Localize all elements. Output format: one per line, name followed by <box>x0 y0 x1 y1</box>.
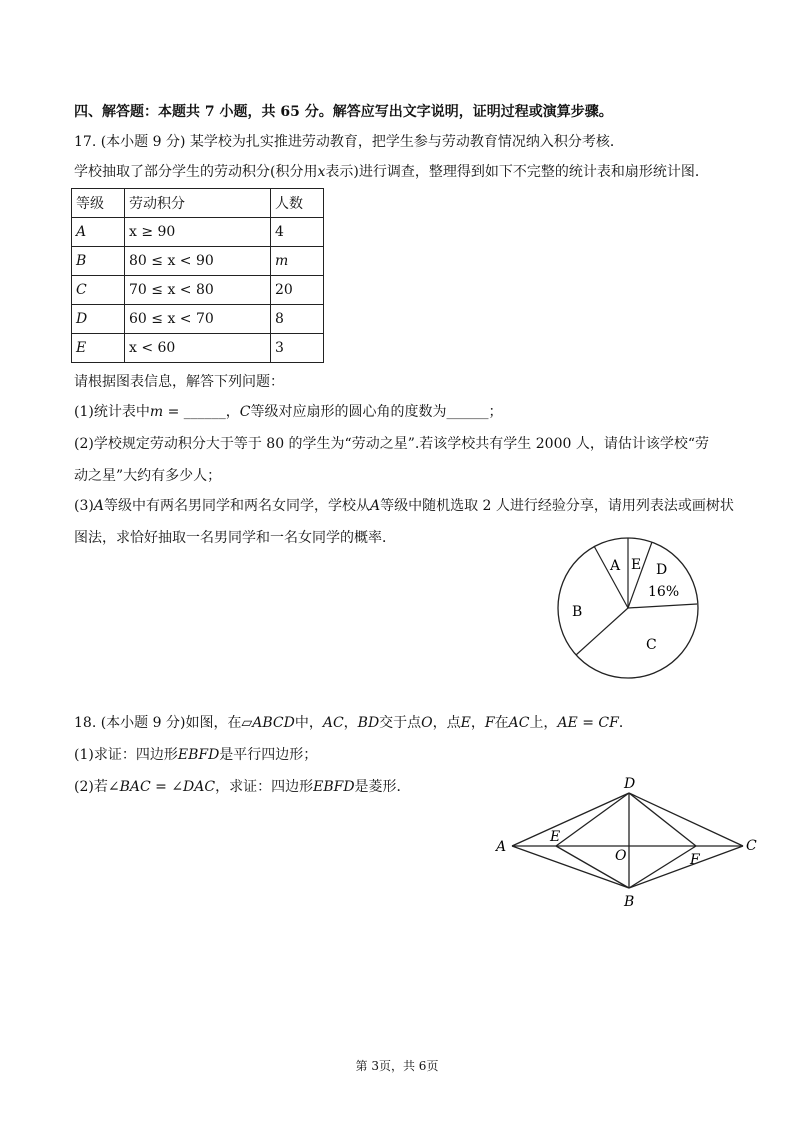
q18-intro-f: ， <box>470 715 485 731</box>
q18-part1-b: 是平行四边形； <box>219 747 318 763</box>
point-label-f: F <box>690 852 700 868</box>
table-cell-range: x ≥ 90 <box>125 218 271 247</box>
table-cell-range: 80 ≤ x < 90 <box>125 247 271 276</box>
table-header-cell: 等级 <box>72 189 125 218</box>
q17-part1 <box>74 402 502 422</box>
table-row <box>72 334 324 363</box>
q18-intro-h: 上， <box>529 715 558 731</box>
q17-prompt: 请根据图表信息，解答下列问题： <box>74 374 284 390</box>
section-heading: 四、解答题：本题共 7 小题，共 65 分。解答应写出文字说明，证明过程或演算步骤。 <box>74 104 613 120</box>
q17-stats-table <box>71 188 324 363</box>
table-cell-range: x < 60 <box>125 334 271 363</box>
segment-ad <box>512 793 629 846</box>
q17-part3-line2: 图法，求恰好抽取一名男同学和一名女同学的概率． <box>74 530 396 546</box>
table-row <box>72 247 324 276</box>
q18-intro-e: ，点 <box>432 715 461 731</box>
q17-intro2-var: x <box>317 164 326 180</box>
q17-part2-line1: (2)学校规定劳动积分大于等于 80 的学生为“劳动之星”.若该学校共有学生 2000 人，请估计该学校“劳 <box>74 436 709 452</box>
q18-intro <box>74 713 633 733</box>
q17-part1-b: = ______， <box>163 404 240 420</box>
q18-part2-var: ∠BAC = ∠DAC <box>107 779 216 795</box>
pie-label-a: A <box>610 558 621 574</box>
table-cell-grade: D <box>72 305 125 334</box>
table-cell-range: 60 ≤ x < 70 <box>125 305 271 334</box>
q17-part3-var2: A <box>369 498 381 514</box>
q17-part3-a: (3) <box>74 498 94 514</box>
q17-part3-b: 等级中有两名男同学和两名女同学，学校从 <box>103 498 370 514</box>
q17-part1-a: (1)统计表中 <box>74 404 150 420</box>
q18-geometry-figure <box>490 776 770 916</box>
table-cell-count: 3 <box>271 334 324 363</box>
point-label-e: E <box>550 829 561 845</box>
table-cell-grade: B <box>72 247 125 276</box>
q18-part2-var2: EBFD <box>313 779 355 795</box>
q18-part2 <box>74 777 411 797</box>
table-cell-count: 20 <box>271 276 324 305</box>
q18-o: O <box>421 715 433 731</box>
q17-intro2-part-b: 表示)进行调查，整理得到如下不完整的统计表和扇形统计图． <box>325 164 709 180</box>
q18-e: E <box>460 715 471 731</box>
q17-part3-c: 等级中随机选取 2 人进行经验分享，请用列表法或画树状 <box>380 498 734 514</box>
segment-ba <box>512 846 629 888</box>
table-row <box>72 218 324 247</box>
table-cell-count: 8 <box>271 305 324 334</box>
table-cell-grade: A <box>72 218 125 247</box>
q18-part2-c: 是菱形． <box>354 779 411 795</box>
q17-intro-line2 <box>74 162 709 182</box>
pie-label-c: C <box>646 637 657 653</box>
q18-intro-d: 交于点 <box>379 715 422 731</box>
q18-part2-b: ，求证：四边形 <box>215 779 314 795</box>
pie-label-d: D <box>656 562 668 578</box>
point-label-b: B <box>624 894 635 910</box>
table-cell-grade: E <box>72 334 125 363</box>
pie-label-e: E <box>631 557 642 573</box>
q17-pie-chart <box>550 532 710 692</box>
q18-intro-i: ． <box>618 715 633 731</box>
pie-divider-dc <box>628 604 697 608</box>
q18-intro-a: 18. (本小题 9 分)如图，在 <box>74 715 242 731</box>
pie-divider-ba <box>594 546 628 608</box>
table-row <box>72 276 324 305</box>
table-cell-count: m <box>271 247 324 276</box>
q18-intro-g: 在 <box>494 715 509 731</box>
q18-ac2: AC <box>508 715 530 731</box>
q17-intro2-part-a: 学校抽取了部分学生的劳动积分(积分用 <box>74 164 318 180</box>
q18-part1-a: (1)求证：四边形 <box>74 747 178 763</box>
table-cell-grade: C <box>72 276 125 305</box>
page-footer: 第 3页，共 6页 <box>355 1059 439 1073</box>
table-cell-range: 70 ≤ x < 80 <box>125 276 271 305</box>
q18-ac: AC <box>322 715 344 731</box>
table-header-cell: 劳动积分 <box>125 189 271 218</box>
q18-part1-var: EBFD <box>177 747 220 763</box>
q17-intro-line1: 17. (本小题 9 分) 某学校为扎实推进劳动教育，把学生参与劳动教育情况纳入积分考核． <box>74 134 624 150</box>
q17-part1-var2: C <box>239 404 251 420</box>
q17-part3-var: A <box>93 498 104 514</box>
pie-label-d-percent: 16% <box>648 584 680 600</box>
point-label-c: C <box>746 838 757 854</box>
q18-part1 <box>74 745 317 765</box>
pie-label-b: B <box>572 604 583 620</box>
point-label-o: O <box>615 848 627 864</box>
q17-part3-line1 <box>74 496 734 516</box>
q18-bd: BD <box>357 715 380 731</box>
table-header-row <box>72 189 324 218</box>
q18-f: F <box>484 715 495 731</box>
q17-part2-line2: 动之星”大约有多少人； <box>74 468 222 484</box>
table-row <box>72 305 324 334</box>
segment-ed <box>556 793 629 846</box>
point-label-a: A <box>496 839 507 855</box>
table-header-cell: 人数 <box>271 189 324 218</box>
q18-intro-c: ， <box>343 715 358 731</box>
q18-part2-a: (2)若 <box>74 779 108 795</box>
q18-intro-b: 中， <box>294 715 323 731</box>
q18-parallelogram: ▱ABCD <box>241 715 295 731</box>
q18-equation: AE = CF <box>557 715 619 731</box>
table-cell-count: 4 <box>271 218 324 247</box>
q17-part1-c: 等级对应扇形的圆心角的度数为______； <box>250 404 503 420</box>
q17-part1-var: m <box>149 404 164 420</box>
pie-divider-cb <box>576 608 628 655</box>
point-label-d: D <box>624 776 636 792</box>
